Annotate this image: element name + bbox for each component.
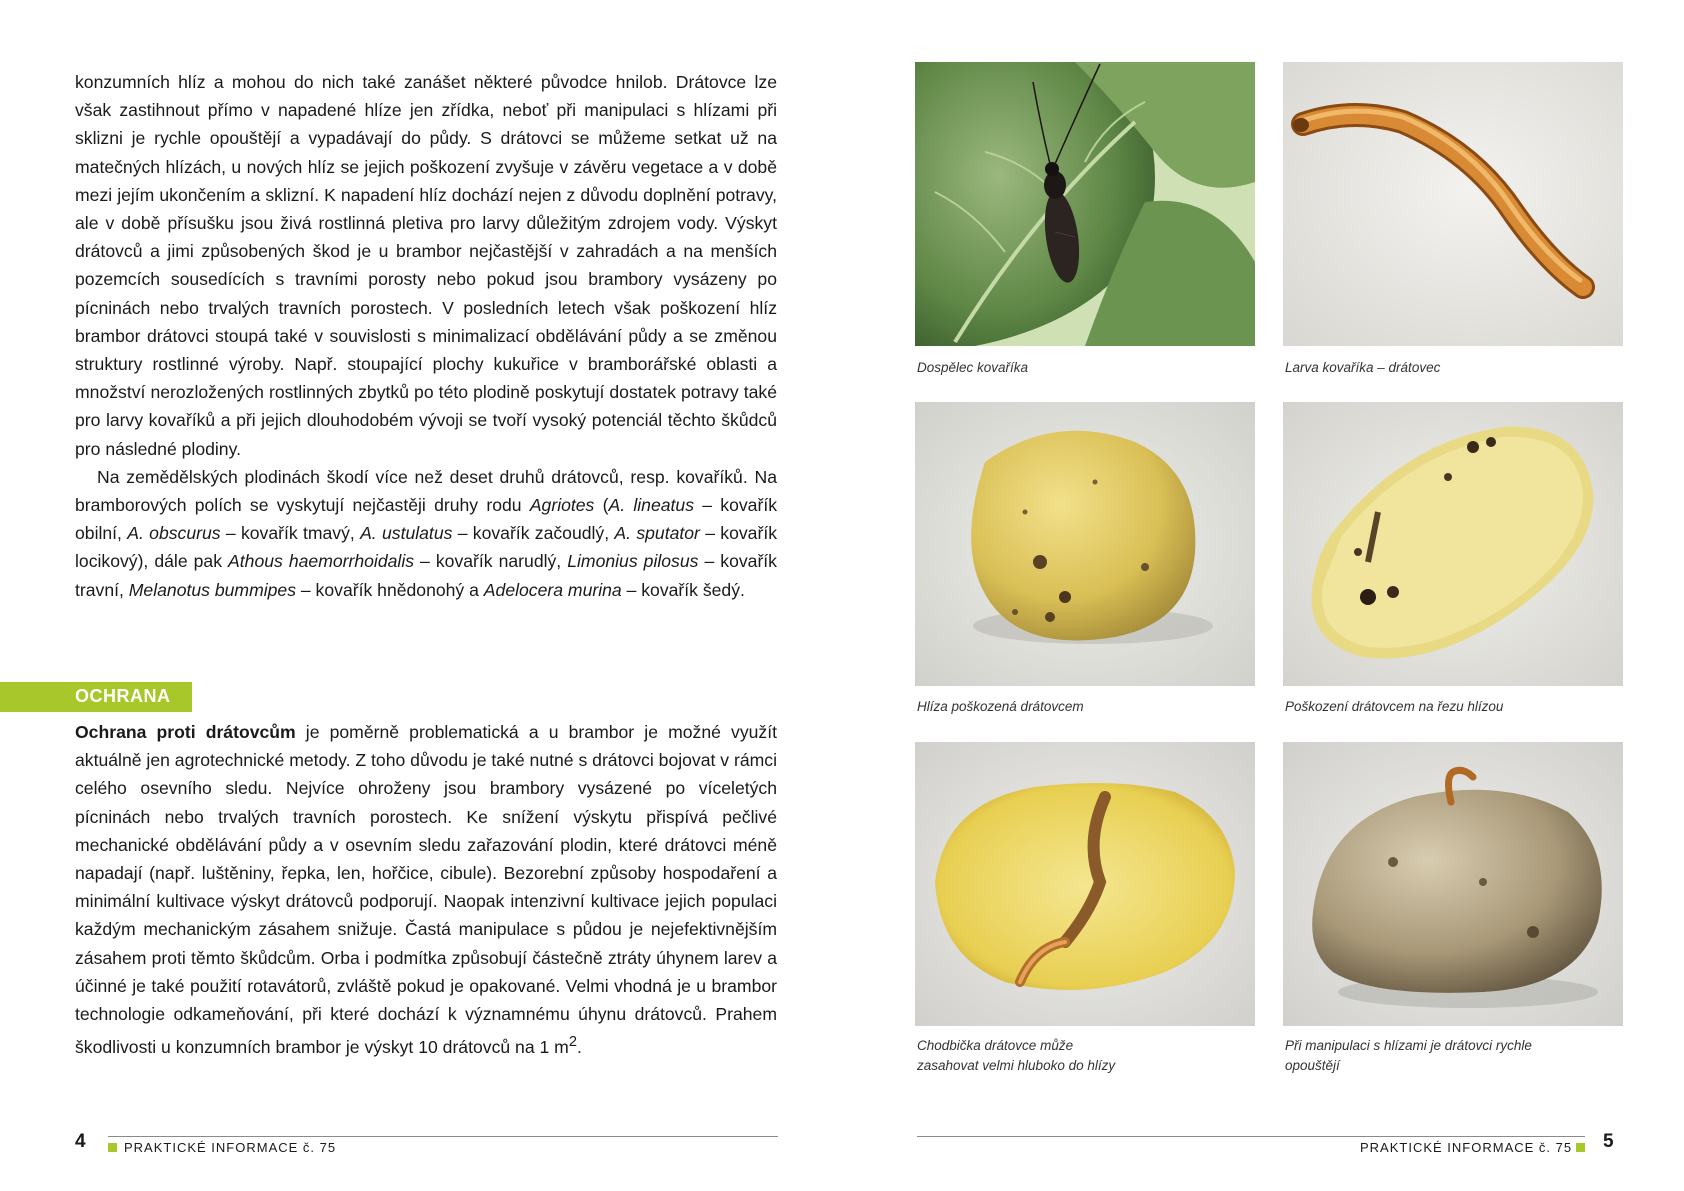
caption-tunnel: Chodbička drátovce může zasahovat velmi hluboko do hlízy <box>917 1038 1116 1073</box>
photo-cut-tuber-damage <box>1283 402 1623 686</box>
left-text-column <box>75 68 777 604</box>
caption-larva-leaving: Při manipulaci s hlízami je drátovci rychle opouštějí <box>1285 1038 1532 1073</box>
page-number-right: 5 <box>1603 1131 1614 1152</box>
photo-dirty-tuber-larva <box>1283 742 1623 1026</box>
footer-label-left: PRAKTICKÉ INFORMACE č. 75 <box>124 1140 337 1155</box>
caption-damaged-tuber: Hlíza poškozená drátovcem <box>917 699 1084 714</box>
caption-cut-tuber: Poškození drátovcem na řezu hlízou <box>1285 699 1504 714</box>
photo-tuber-tunnel <box>915 742 1255 1026</box>
footer-square-left <box>108 1143 117 1152</box>
left-text-column-2 <box>75 718 777 1061</box>
photo-adult-click-beetle <box>915 62 1255 346</box>
paragraph-2: Na zemědělských plodinách škodí více než deset druhů drátovců, resp. kovaříků. Na bramborových polích se vyskytují nejčastěji druhy rodu Agriotes (A. lineatus – kovařík obilní, A. obscurus – kovařík tmavý, A. ustulatus – kovařík začoudlý, A. sputator – kovařík locikový), dále pak Athous haemorrhoidalis – kovařík narudlý, Limonius pilosus – kovařík travní, Melanotus bummipes – kovařík hnědonohý a Adelocera murina – kovařík šedý. <box>75 466 778 600</box>
footer-square-right <box>1576 1143 1585 1152</box>
photo-wireworm-larva <box>1283 62 1623 346</box>
caption-larva: Larva kovaříka – drátovec <box>1285 360 1441 375</box>
page-number-left: 4 <box>75 1131 86 1152</box>
paragraph-3: Ochrana proti drátovcům je poměrně problematická a u brambor je možné využít aktuálně jen agrotechnické metody. Z toho důvodu je také nutné s drátovci bojovat v rámci celého osevního sledu. Nejvíce ohroženy jsou brambory vysázené po víceletých pícninách nebo trvalých travních porostech. Ke snížení výskytu přispívá pečlivé mechanické obdělávání půdy a v osevním sledu zařazování plodin, které drátovci méně napadají (např. luštěniny, řepka, len, hořčice, cibule). Bezorební způsoby hospodaření a minimální kultivace výskyt drátovců podporují. Naopak intenzivní kultivace jejich populaci každým mechanickým zásahem snižuje. Častá manipulace s půdou je nejefektivnějším zásahem proti těmto škůdcům. Orba i podmítka způsobují částečně ztráty úhynem larev a účinné je také použití rotavátorů, zvláště pokud je opakované. Velmi vhodná je u brambor technologie odkameňování, při které dochází k významnému úhynu drátovců. Prahem škodlivosti u konzumních brambor je výskyt 10 drátovců na 1 $m^2$. <box>75 722 777 1058</box>
footer-rule-left <box>108 1136 778 1137</box>
footer-label-right: PRAKTICKÉ INFORMACE č. 75 <box>1360 1140 1573 1155</box>
paragraph-1: konzumních hlíz a mohou do nich také zanášet některé původce hnilob. Drátovce lze však zastihnout přímo v napadené hlíze jen zřídka, neboť při manipulaci s hlízami při sklizni je rychle opouštějí a vypadávají do půdy. S drátovci se můžeme setkat už na matečných hlízách, u nových hlíz se jejich poškození zvyšuje v závěru vegetace a v době mezi jejím ukončením a sklizní. K napadení hlíz dochází nejen z důvodu doplnění potravy, ale v době přísušku jsou živá rostlinná pletiva pro larvy důležitým zdrojem vody. Výskyt drátovců a jimi způsobených škod je u brambor nejčastější v zahradách a na menších pozemcích sousedících s travními porosty nebo pokud jsou brambory vysázeny po pícninách nebo trvalých travních porostech. V posledních letech však poškození hlíz brambor drátovci stoupá také v souvislosti s minimalizací obdělávání půdy a se změnou struktury rostlinné výroby. Např. stoupající plochy kukuřice v bramborářské oblasti a množství nerozložených rostlinných zbytků po této plodině poskytují dostatek potravy také pro larvy kovaříků a při jejich dlouhodobém vývoji se tvoří vysoký potenciál těchto škůdců pro následné plodiny. <box>75 72 777 459</box>
footer-rule-right <box>917 1136 1585 1137</box>
caption-adult-beetle: Dospělec kovaříka <box>917 360 1029 375</box>
photo-damaged-tuber <box>915 402 1255 686</box>
section-heading-ochrana: OCHRANA <box>75 686 171 706</box>
